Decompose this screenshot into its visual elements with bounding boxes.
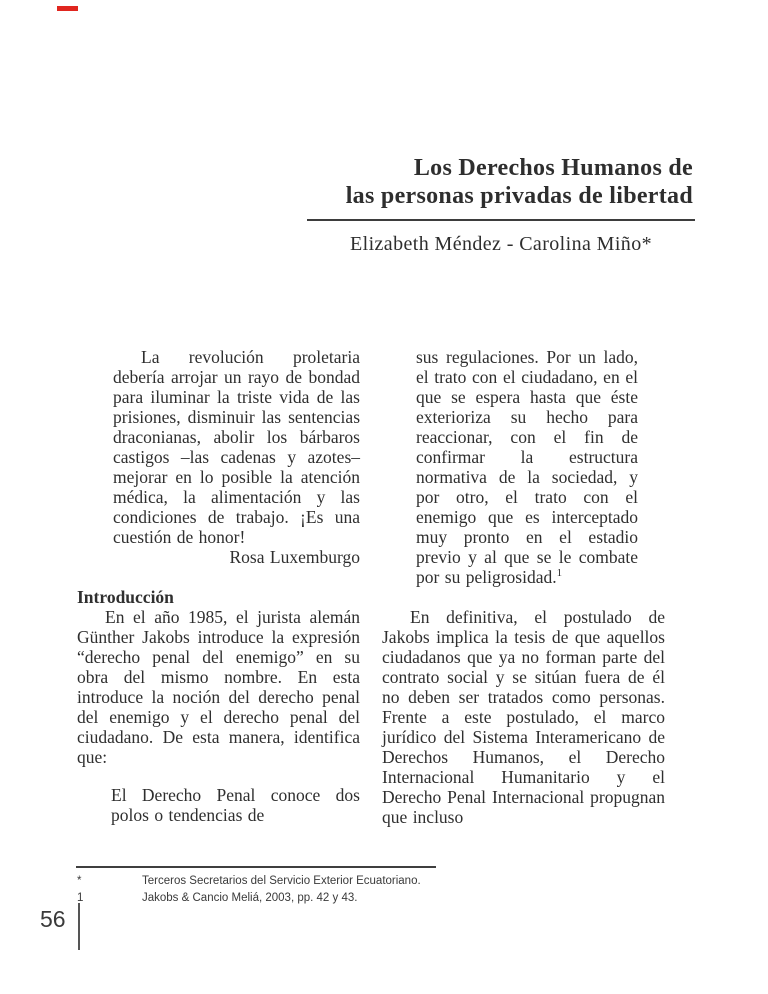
epigraph-attribution: Rosa Luxemburgo [229, 547, 360, 567]
title-line-1: Los Derechos Humanos de [413, 155, 693, 181]
article-title [300, 155, 693, 210]
footnote-reference-1: 1 [556, 567, 563, 580]
intro-paragraph: En el año 1985, el jurista alemán Günther Jakobs introduce la expresión “derecho penal del enemigo” en su obra del mismo nombre. En esta introduce la noción del derecho penal del enemigo y el derecho penal del ciudadano. De esta manera, identifica que: [77, 607, 360, 767]
footnote-divider [76, 866, 436, 868]
section-heading-introduccion: Introducción [77, 587, 174, 607]
title-line-2: las personas privadas de libertad [345, 182, 693, 209]
page-number-rule [78, 903, 80, 950]
title-divider [307, 219, 695, 221]
footnote-text: Jakobs & Cancio Meliá, 2003, pp. 42 y 43. [142, 891, 358, 904]
right-column [382, 347, 665, 827]
epigraph-quote: La revolución proletaria debería arrojar un rayo de bondad para iluminar la triste vida de las prisiones, disminuir las sentencias draconianas, abolir los bárbaros castigos –las cadenas y azotes– mejorar en lo posible la atención médica, la alimentación y las condiciones de trabajo. ¡Es una cuestión de honor! [113, 347, 360, 547]
blockquote-continuation-text: sus regulaciones. Por un lado, el trato con el ciudadano, en el que se espera hasta que éste exterioriza su hecho para reaccionar, con el fin de confirmar la estructura normativa de la sociedad, y por otro, el trato con el enemigo que es interceptado muy pronto en el estadio previo y al que se le combate por su peligrosidad. [416, 347, 638, 587]
footnote-item [77, 890, 657, 907]
footnote-text: Terceros Secretarios del Servicio Exterior Ecuatoriano. [142, 875, 421, 887]
footnote-item [77, 873, 657, 890]
footnote-marker: 1 [77, 891, 84, 904]
byline: Elizabeth Méndez - Carolina Miño* [350, 233, 652, 255]
red-scan-mark [57, 6, 78, 11]
footnote-marker: * [77, 875, 82, 887]
footnote-list [77, 873, 657, 906]
blockquote-continuation [382, 347, 665, 587]
page-number: 56 [40, 906, 66, 932]
blockquote-start: El Derecho Penal conoce dos polos o tendencias de [111, 785, 360, 825]
body-paragraph: En definitiva, el postulado de Jakobs implica la tesis de que aquellos ciudadanos que ya no forman parte del contrato social y se sitúan fuera de él no deben ser tratados como personas. Frente a este postulado, el marco jurídico del Sistema Interamericano de Derechos Humanos, el Derecho Internacional Humanitario y el Derecho Penal Internacional propugnan que incluso [382, 607, 665, 827]
left-column [77, 347, 360, 825]
